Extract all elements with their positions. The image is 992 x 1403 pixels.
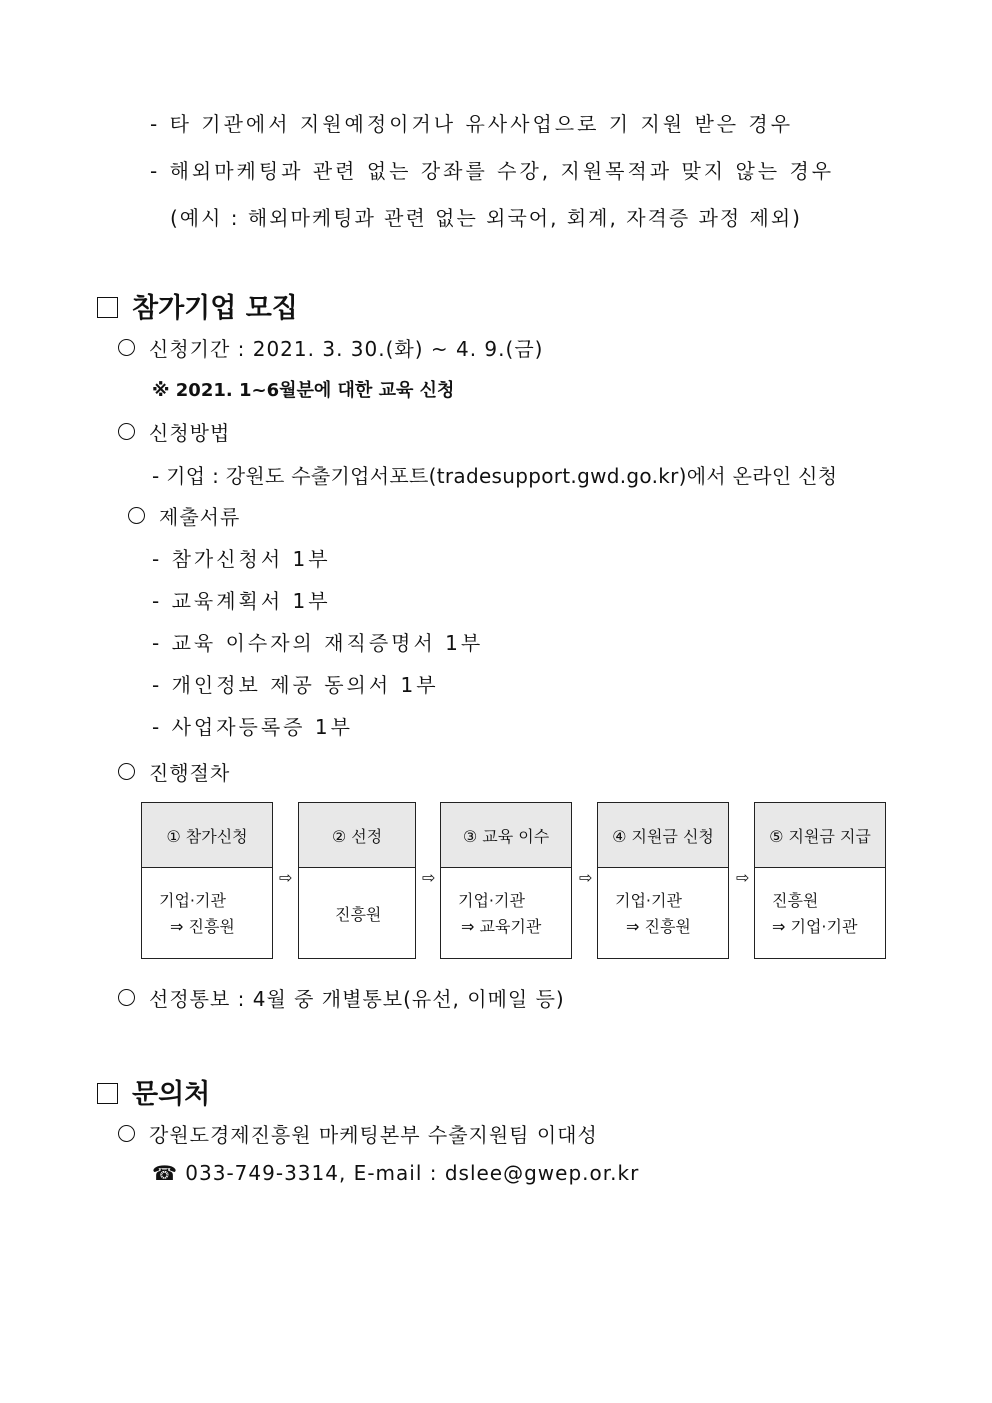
selection-notice — [118, 983, 565, 1012]
exclusion-item-2: - 해외마케팅과 관련 없는 강좌를 수강, 지원목적과 맞지 않는 경우 — [150, 159, 835, 183]
application-method — [118, 417, 230, 446]
contact-org — [118, 1119, 598, 1148]
documents-label: 제출서류 — [159, 505, 241, 529]
procedure-step-title: ④ 지원금 신청 — [598, 803, 728, 868]
recruitment-heading-text: 참가기업 모집 — [132, 293, 298, 324]
application-period-note: ※ 2021. 1~6월분에 대한 교육 신청 — [152, 380, 455, 401]
flow-arrow-icon: ⇨ — [422, 868, 436, 887]
procedure-step-line2: ⇒ 기업·기관 — [772, 917, 858, 936]
document-item: - 사업자등록증 1부 — [152, 715, 353, 739]
contact-details — [152, 1161, 639, 1185]
recruitment-heading — [97, 286, 298, 325]
application-period-text: 신청기간 : 2021. 3. 30.(화) ~ 4. 9.(금) — [149, 337, 544, 361]
procedure-step-title: ② 선정 — [299, 803, 415, 868]
circle-bullet-icon — [118, 339, 135, 356]
procedure-step-line1: 기업·기관 — [458, 891, 525, 910]
flow-arrow-icon: ⇨ — [736, 868, 750, 887]
application-method-item: - 기업 : 강원도 수출기업서포트(tradesupport.gwd.go.kr)에서 온라인 신청 — [152, 464, 838, 488]
procedure-step-title: ⑤ 지원금 지급 — [755, 803, 885, 868]
contact-details-text: 033-749-3314, E-mail : dslee@gwep.or.kr — [185, 1161, 640, 1185]
contact-org-text: 강원도경제진흥원 마케팅본부 수출지원팀 이대성 — [149, 1123, 598, 1147]
circle-bullet-icon — [128, 507, 145, 524]
procedure-step-title: ③ 교육 이수 — [441, 803, 571, 868]
application-period — [118, 333, 543, 362]
procedure-label: 진행절차 — [149, 761, 231, 785]
document-item: - 개인정보 제공 동의서 1부 — [152, 673, 439, 697]
phone-icon: ☎ — [152, 1161, 178, 1185]
procedure-step-3 — [440, 802, 572, 959]
checkbox-square-icon — [97, 1083, 118, 1104]
circle-bullet-icon — [118, 989, 135, 1006]
procedure-step-line2: ⇒ 진흥원 — [170, 917, 235, 936]
procedure — [118, 757, 230, 786]
circle-bullet-icon — [118, 1125, 135, 1142]
document-item: - 교육 이수자의 재직증명서 1부 — [152, 631, 484, 655]
contact-heading — [97, 1072, 210, 1111]
document-item: - 교육계획서 1부 — [152, 589, 331, 613]
procedure-step-line2: ⇒ 교육기관 — [461, 917, 542, 936]
selection-notice-text: 선정통보 : 4월 중 개별통보(유선, 이메일 등) — [149, 987, 565, 1011]
procedure-step-5 — [754, 802, 886, 959]
procedure-step-line2: ⇒ 진흥원 — [626, 917, 691, 936]
exclusion-example: (예시 : 해외마케팅과 관련 없는 외국어, 회계, 자격증 과정 제외) — [170, 206, 802, 230]
exclusion-item-1: - 타 기관에서 지원예정이거나 유사사업으로 기 지원 받은 경우 — [150, 112, 794, 136]
circle-bullet-icon — [118, 423, 135, 440]
contact-heading-text: 문의처 — [132, 1079, 211, 1110]
circle-bullet-icon — [118, 763, 135, 780]
procedure-step-line1: 기업·기관 — [615, 891, 682, 910]
procedure-step-2 — [298, 802, 416, 959]
application-method-label: 신청방법 — [149, 421, 231, 445]
flow-arrow-icon: ⇨ — [579, 868, 593, 887]
procedure-step-line1: 진흥원 — [772, 891, 819, 910]
documents — [128, 501, 240, 530]
checkbox-square-icon — [97, 297, 118, 318]
procedure-step-title: ① 참가신청 — [142, 803, 272, 868]
procedure-step-line1: 기업·기관 — [159, 891, 226, 910]
procedure-step-line1: 진흥원 — [335, 905, 382, 924]
procedure-flow — [141, 802, 887, 960]
procedure-step-4 — [597, 802, 729, 959]
document-item: - 참가신청서 1부 — [152, 547, 331, 571]
procedure-step-1 — [141, 802, 273, 959]
flow-arrow-icon: ⇨ — [279, 868, 293, 887]
